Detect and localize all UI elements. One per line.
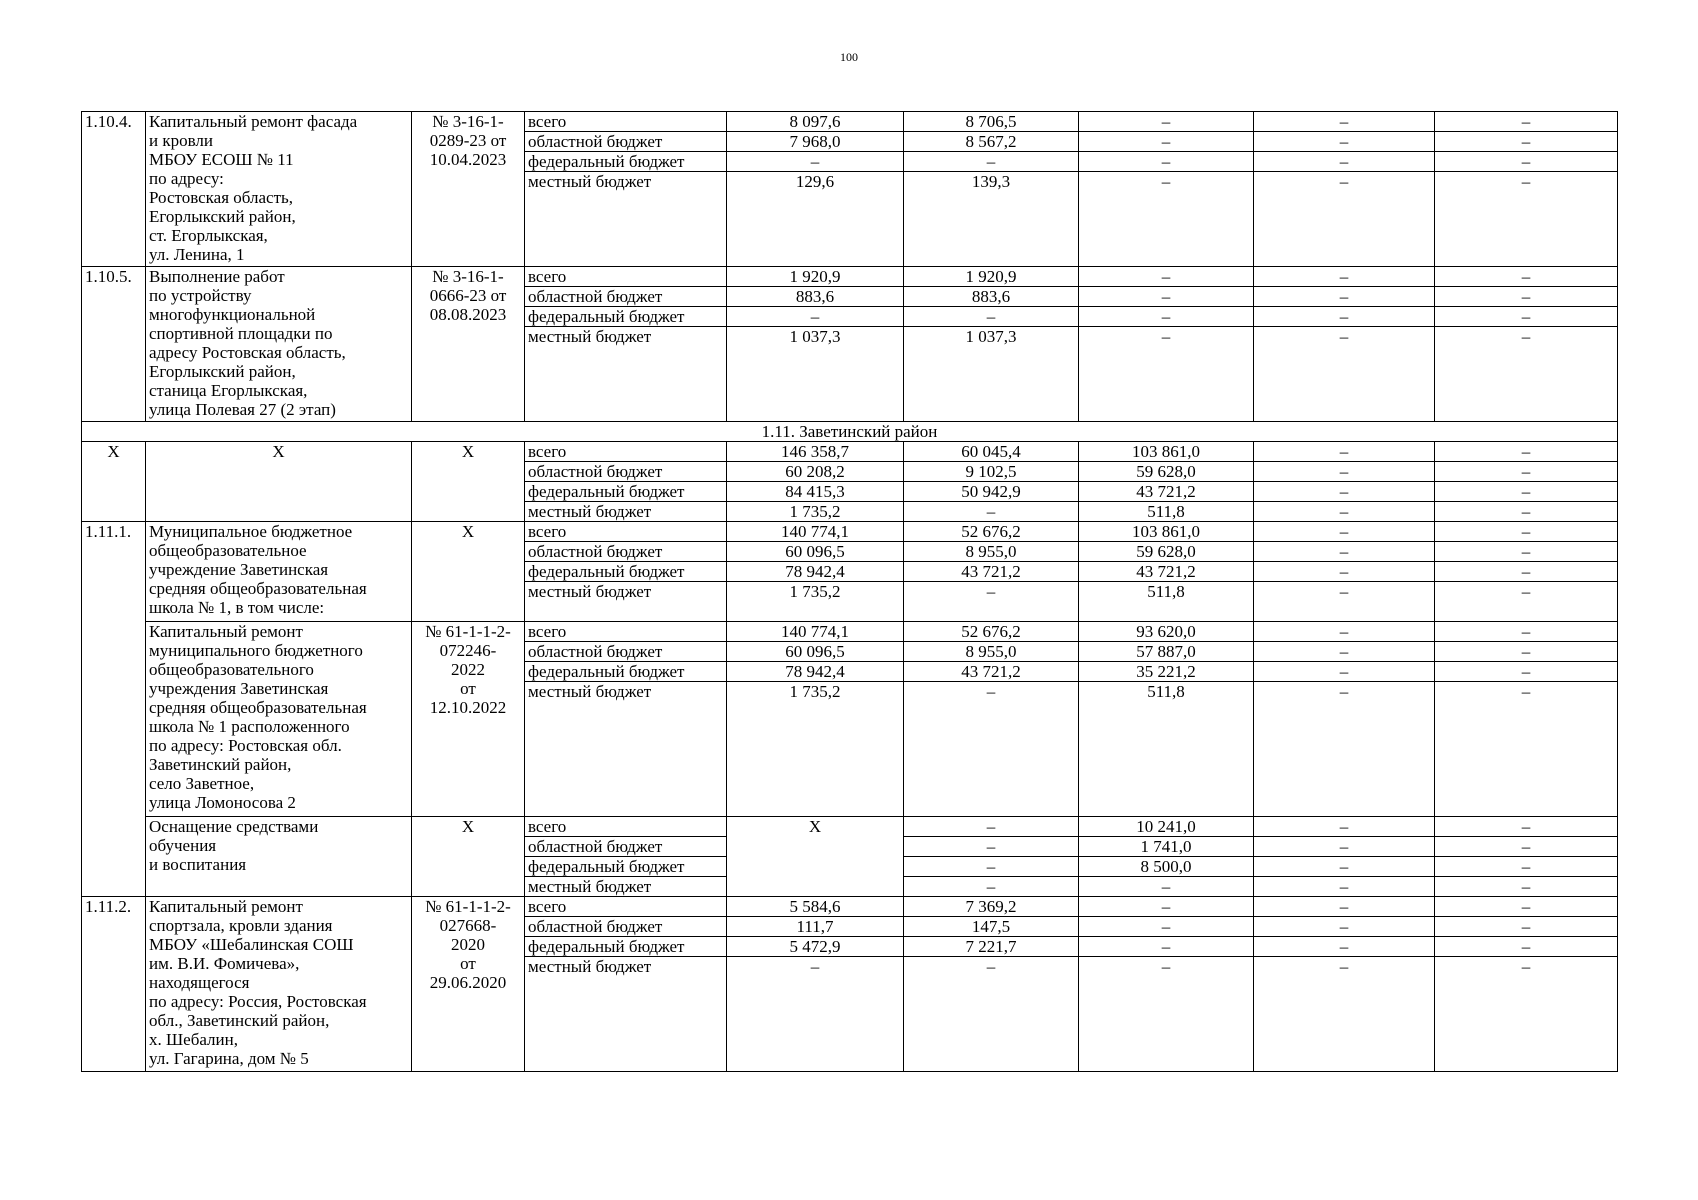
value-cell: 43 721,2 — [1079, 562, 1254, 582]
funding-source: всего — [525, 112, 727, 132]
value-cell: – — [1254, 172, 1435, 267]
value-cell: – — [1254, 877, 1435, 897]
value-cell: – — [1435, 682, 1618, 817]
value-cell: 60 096,5 — [727, 642, 904, 662]
funding-source: областной бюджет — [525, 917, 727, 937]
contract-number: № 3-16-1- 0666-23 от 08.08.2023 — [412, 267, 525, 422]
value-cell: – — [1254, 112, 1435, 132]
value-cell: 511,8 — [1079, 582, 1254, 622]
value-cell: 883,6 — [727, 287, 904, 307]
funding-source: всего — [525, 267, 727, 287]
object-name: Капитальный ремонт фасада и кровли МБОУ ЕСОШ № 11 по адресу: Ростовская область, Егорлыкский район, ст. Егорлыкская, ул. Ленина, 1 — [146, 112, 412, 267]
funding-source: областной бюджет — [525, 542, 727, 562]
value-cell: 1 037,3 — [904, 327, 1079, 422]
value-cell: – — [727, 957, 904, 1072]
value-cell: 10 241,0 — [1079, 817, 1254, 837]
value-cell: 8 955,0 — [904, 642, 1079, 662]
object-name: Оснащение средствами обучения и воспитания — [146, 817, 412, 897]
contract-number: № 3-16-1- 0289-23 от 10.04.2023 — [412, 112, 525, 267]
funding-source: всего — [525, 897, 727, 917]
row-number: 1.11.1. — [82, 522, 146, 897]
budget-table — [81, 111, 1618, 1072]
value-cell: – — [1079, 267, 1254, 287]
value-cell: 43 721,2 — [904, 662, 1079, 682]
value-cell: – — [904, 682, 1079, 817]
value-cell: 146 358,7 — [727, 442, 904, 462]
value-cell: – — [1254, 307, 1435, 327]
table-row — [82, 622, 1618, 642]
funding-source: федеральный бюджет — [525, 937, 727, 957]
value-cell: 147,5 — [904, 917, 1079, 937]
contract-number: Х — [412, 522, 525, 622]
value-cell: 93 620,0 — [1079, 622, 1254, 642]
value-cell: 883,6 — [904, 287, 1079, 307]
value-cell: – — [1435, 897, 1618, 917]
funding-source: местный бюджет — [525, 172, 727, 267]
value-cell: – — [1435, 582, 1618, 622]
value-cell: – — [1435, 152, 1618, 172]
value-cell: – — [1254, 957, 1435, 1072]
value-cell: – — [1435, 112, 1618, 132]
value-cell: – — [1079, 957, 1254, 1072]
value-cell: – — [1254, 442, 1435, 462]
value-cell: 5 472,9 — [727, 937, 904, 957]
value-cell: – — [1254, 582, 1435, 622]
value-cell: – — [1254, 642, 1435, 662]
value-cell: 1 920,9 — [727, 267, 904, 287]
contract-number: Х — [412, 817, 525, 897]
value-cell: 129,6 — [727, 172, 904, 267]
value-cell: – — [904, 957, 1079, 1072]
value-cell: – — [904, 582, 1079, 622]
value-cell: 52 676,2 — [904, 522, 1079, 542]
page-number: 100 — [840, 50, 858, 64]
value-cell: – — [1435, 327, 1618, 422]
value-cell: – — [1079, 152, 1254, 172]
row-number: 1.10.5. — [82, 267, 146, 422]
funding-source: местный бюджет — [525, 327, 727, 422]
value-cell: 50 942,9 — [904, 482, 1079, 502]
value-cell: 84 415,3 — [727, 482, 904, 502]
funding-source: областной бюджет — [525, 837, 727, 857]
row-number: 1.11.2. — [82, 897, 146, 1072]
value-cell: 1 920,9 — [904, 267, 1079, 287]
value-cell: 60 045,4 — [904, 442, 1079, 462]
value-cell: 1 735,2 — [727, 502, 904, 522]
object-name: Х — [146, 442, 412, 522]
contract-number: № 61-1-1-2- 072246- 2022 от 12.10.2022 — [412, 622, 525, 817]
value-cell: 60 096,5 — [727, 542, 904, 562]
value-cell: – — [1079, 307, 1254, 327]
funding-source: всего — [525, 522, 727, 542]
value-cell: – — [1254, 462, 1435, 482]
value-cell: 57 887,0 — [1079, 642, 1254, 662]
section-title: 1.11. Заветинский район — [82, 422, 1618, 442]
value-cell: 8 097,6 — [727, 112, 904, 132]
funding-source: федеральный бюджет — [525, 662, 727, 682]
funding-source: областной бюджет — [525, 132, 727, 152]
value-cell: 78 942,4 — [727, 662, 904, 682]
value-cell: – — [1254, 522, 1435, 542]
value-cell: 7 968,0 — [727, 132, 904, 152]
value-cell: – — [1254, 622, 1435, 642]
value-cell: – — [1079, 917, 1254, 937]
funding-source: местный бюджет — [525, 877, 727, 897]
value-cell: 59 628,0 — [1079, 462, 1254, 482]
value-cell: – — [1435, 662, 1618, 682]
value-cell: 5 584,6 — [727, 897, 904, 917]
funding-source: всего — [525, 817, 727, 837]
value-cell: 52 676,2 — [904, 622, 1079, 642]
funding-source: федеральный бюджет — [525, 482, 727, 502]
value-cell: 8 567,2 — [904, 132, 1079, 152]
value-cell: 140 774,1 — [727, 522, 904, 542]
value-cell: 60 208,2 — [727, 462, 904, 482]
value-cell: – — [1435, 917, 1618, 937]
value-cell: 8 706,5 — [904, 112, 1079, 132]
funding-source: всего — [525, 622, 727, 642]
value-cell: – — [1254, 267, 1435, 287]
value-cell: – — [1435, 172, 1618, 267]
table-row — [82, 522, 1618, 542]
contract-number: № 61-1-1-2- 027668- 2020 от 29.06.2020 — [412, 897, 525, 1072]
value-cell: – — [1435, 837, 1618, 857]
value-cell: 8 955,0 — [904, 542, 1079, 562]
value-cell: – — [1435, 622, 1618, 642]
table-row — [82, 442, 1618, 462]
value-cell: 1 735,2 — [727, 682, 904, 817]
funding-source: местный бюджет — [525, 582, 727, 622]
value-cell: – — [1435, 132, 1618, 152]
value-cell: – — [904, 837, 1079, 857]
value-cell: – — [1079, 937, 1254, 957]
value-cell: – — [1435, 462, 1618, 482]
value-cell: – — [1254, 152, 1435, 172]
value-cell: – — [1435, 957, 1618, 1072]
funding-source: всего — [525, 442, 727, 462]
funding-source: областной бюджет — [525, 642, 727, 662]
value-cell: – — [1254, 837, 1435, 857]
value-cell: 59 628,0 — [1079, 542, 1254, 562]
value-cell: 78 942,4 — [727, 562, 904, 582]
funding-source: областной бюджет — [525, 462, 727, 482]
value-cell: – — [904, 502, 1079, 522]
value-cell: – — [1254, 132, 1435, 152]
value-cell: 1 741,0 — [1079, 837, 1254, 857]
value-cell: 1 735,2 — [727, 582, 904, 622]
value-cell: – — [1079, 112, 1254, 132]
row-number: 1.10.4. — [82, 112, 146, 267]
value-cell: – — [904, 817, 1079, 837]
value-cell: 7 369,2 — [904, 897, 1079, 917]
value-cell: – — [1435, 817, 1618, 837]
value-cell: – — [904, 152, 1079, 172]
value-cell: 140 774,1 — [727, 622, 904, 642]
value-cell: – — [1254, 662, 1435, 682]
object-name: Капитальный ремонт муниципального бюджетного общеобразовательного учреждения Заветинская средняя общеобразовательная школа № 1 расположенного по адресу: Ростовская обл. Заветинский район, село Заветное, улица Ломоносова 2 — [146, 622, 412, 817]
value-cell: – — [727, 152, 904, 172]
value-cell: – — [1254, 897, 1435, 917]
value-cell: – — [1435, 562, 1618, 582]
value-cell: 9 102,5 — [904, 462, 1079, 482]
value-cell: – — [1079, 327, 1254, 422]
value-cell: – — [1254, 327, 1435, 422]
funding-source: местный бюджет — [525, 502, 727, 522]
value-cell: – — [1254, 502, 1435, 522]
value-cell: 1 037,3 — [727, 327, 904, 422]
funding-source: местный бюджет — [525, 682, 727, 817]
value-cell: – — [1254, 917, 1435, 937]
value-cell: – — [1435, 877, 1618, 897]
value-cell: 111,7 — [727, 917, 904, 937]
value-cell: 139,3 — [904, 172, 1079, 267]
value-cell: – — [1254, 682, 1435, 817]
funding-source: местный бюджет — [525, 957, 727, 1072]
table-row — [82, 817, 1618, 837]
value-cell: – — [1435, 287, 1618, 307]
value-cell: – — [1079, 877, 1254, 897]
value-cell: – — [1079, 132, 1254, 152]
value-cell: – — [1435, 542, 1618, 562]
value-cell: – — [1435, 482, 1618, 502]
value-cell: – — [1435, 442, 1618, 462]
funding-source: федеральный бюджет — [525, 562, 727, 582]
value-cell: – — [904, 877, 1079, 897]
value-cell: – — [1254, 287, 1435, 307]
value-cell: – — [1435, 502, 1618, 522]
value-cell: – — [1079, 172, 1254, 267]
funding-source: федеральный бюджет — [525, 307, 727, 327]
value-cell: Х — [727, 817, 904, 897]
table-row — [82, 267, 1618, 287]
value-cell: 103 861,0 — [1079, 442, 1254, 462]
object-name: Капитальный ремонт спортзала, кровли здания МБОУ «Шебалинская СОШ им. В.И. Фомичева», находящегося по адресу: Россия, Ростовская обл., Заветинский район, х. Шебалин, ул. Гагарина, дом № 5 — [146, 897, 412, 1072]
value-cell: – — [1435, 522, 1618, 542]
value-cell: – — [1435, 642, 1618, 662]
value-cell: – — [1254, 937, 1435, 957]
funding-source: федеральный бюджет — [525, 857, 727, 877]
value-cell: 511,8 — [1079, 502, 1254, 522]
value-cell: 35 221,2 — [1079, 662, 1254, 682]
object-name: Муниципальное бюджетное общеобразовательное учреждение Заветинская средняя общеобразовательная школа № 1, в том числе: — [146, 522, 412, 622]
value-cell: – — [1435, 937, 1618, 957]
value-cell: – — [1254, 542, 1435, 562]
value-cell: 43 721,2 — [904, 562, 1079, 582]
value-cell: – — [1254, 482, 1435, 502]
value-cell: – — [904, 307, 1079, 327]
funding-source: федеральный бюджет — [525, 152, 727, 172]
contract-number: Х — [412, 442, 525, 522]
object-name: Выполнение работ по устройству многофункциональной спортивной площадки по адресу Ростовская область, Егорлыкский район, станица Егорлыкская, улица Полевая 27 (2 этап) — [146, 267, 412, 422]
value-cell: – — [904, 857, 1079, 877]
value-cell: – — [727, 307, 904, 327]
value-cell: 8 500,0 — [1079, 857, 1254, 877]
value-cell: – — [1435, 857, 1618, 877]
table-row — [82, 112, 1618, 132]
value-cell: 43 721,2 — [1079, 482, 1254, 502]
value-cell: 103 861,0 — [1079, 522, 1254, 542]
row-number: Х — [82, 442, 146, 522]
value-cell: – — [1254, 562, 1435, 582]
value-cell: – — [1079, 287, 1254, 307]
value-cell: 511,8 — [1079, 682, 1254, 817]
value-cell: – — [1435, 267, 1618, 287]
value-cell: – — [1254, 817, 1435, 837]
value-cell: 7 221,7 — [904, 937, 1079, 957]
value-cell: – — [1435, 307, 1618, 327]
funding-source: областной бюджет — [525, 287, 727, 307]
value-cell: – — [1254, 857, 1435, 877]
section-row — [82, 422, 1618, 442]
table-row — [82, 897, 1618, 917]
value-cell: – — [1079, 897, 1254, 917]
